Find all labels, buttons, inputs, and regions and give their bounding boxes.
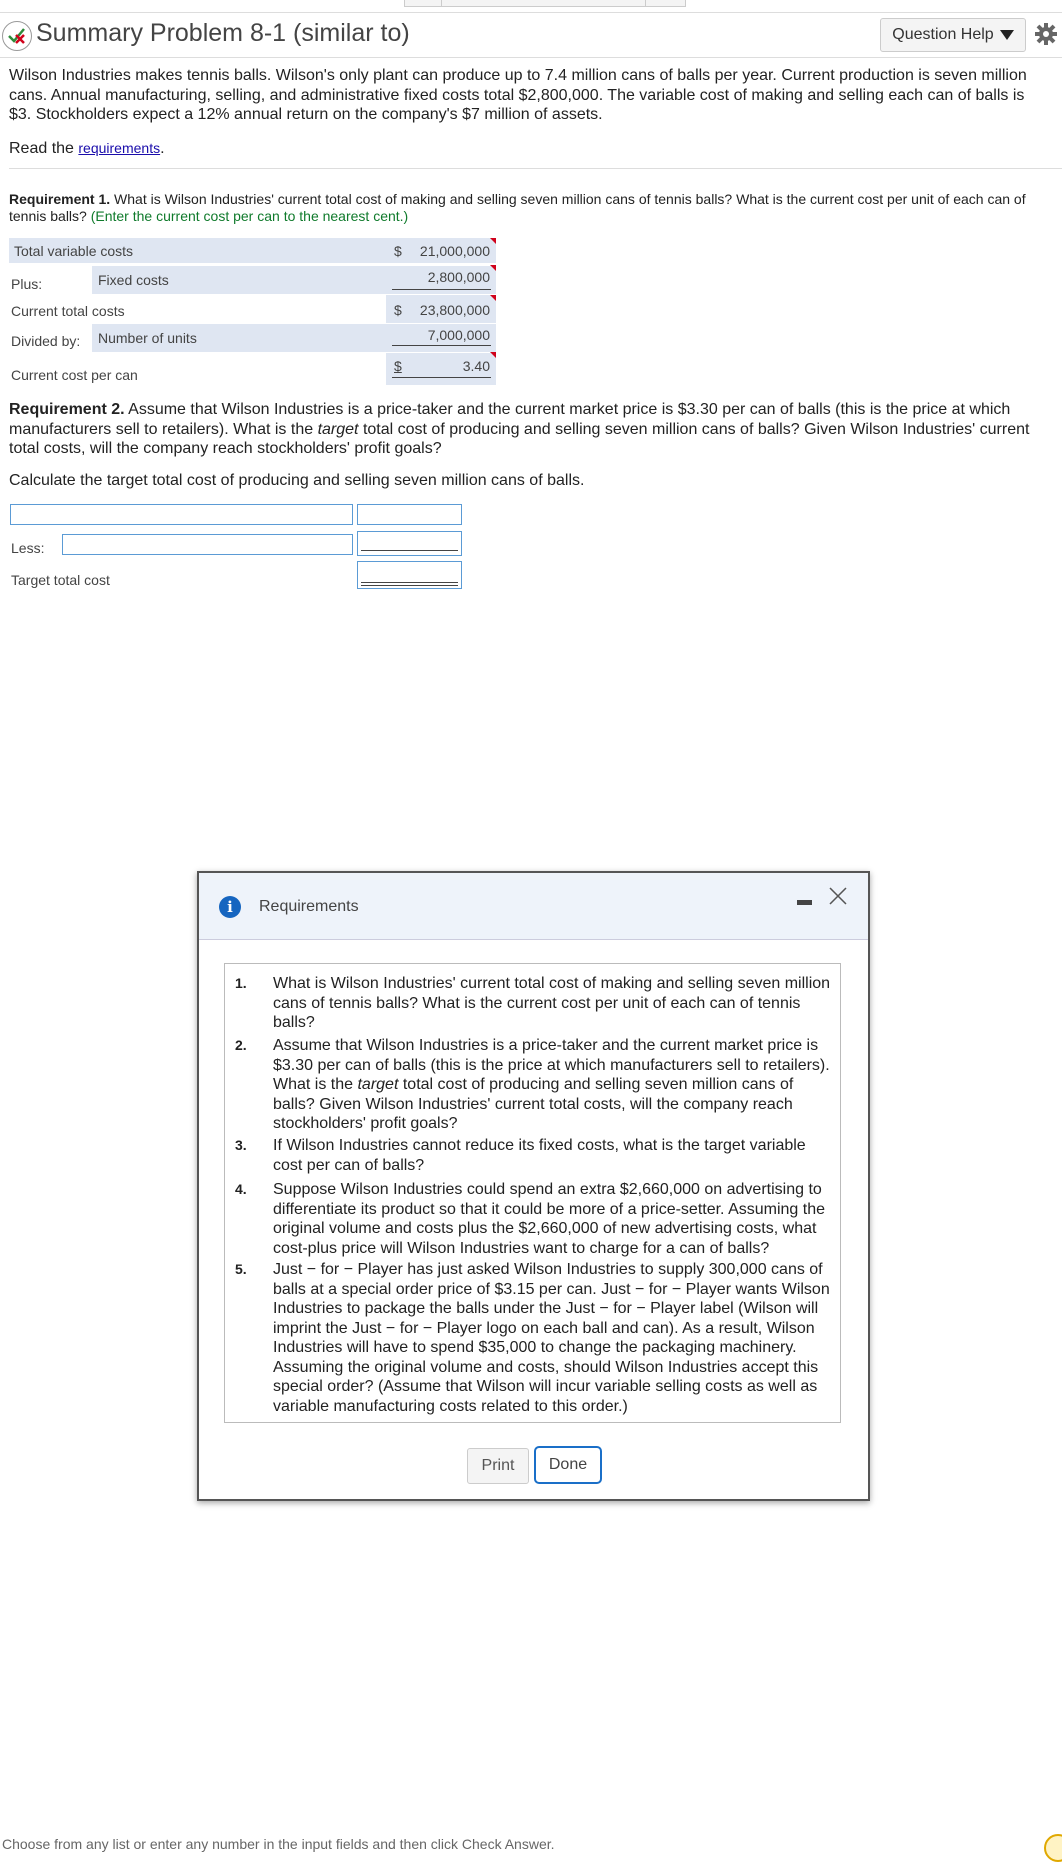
requirements-link[interactable]: requirements [78, 140, 161, 156]
req1-text: What is Wilson Industries' current total cost of making and selling seven million cans of tennis balls? What is the current cost per unit of each can of tennis balls? [9, 191, 1026, 224]
revenue-label-input[interactable] [10, 504, 353, 525]
item-text: If Wilson Industries cannot reduce its fixed costs, what is the target variable cost per can of balls? [273, 1137, 806, 1174]
top-tab-strip [404, 0, 686, 7]
minimize-icon[interactable] [797, 900, 812, 905]
page-title: Summary Problem 8-1 (similar to) [36, 19, 410, 47]
fixed-costs-value[interactable]: 2,800,000 [427, 269, 490, 285]
question-help-label: Question Help [892, 26, 994, 43]
item-number: 1. [235, 975, 247, 991]
section-divider [9, 168, 1062, 169]
requirements-dialog [197, 871, 870, 1501]
double-underline [392, 377, 491, 378]
currency-symbol: $ [394, 243, 402, 259]
cost-per-can-value[interactable]: 3.40 [462, 358, 490, 374]
item-number: 5. [235, 1261, 247, 1277]
item-text [273, 1036, 833, 1134]
item-text: Just − for − Player has just asked Wilson Industries to supply 300,000 cans of balls at a special order price of $3.15 per can. Just − for − Player wants Wilson Industries to package the balls under the Just − for − Player label (Wilson will imprint the Just − for − Player logo on each ball and can). As a result, Wilson Industries will have to spend $35,000 to change the packaging machinery. Assuming the original volume and costs, should Wilson Industries accept this special order? (Assume that Wilson will incur variable selling costs as well as variable manufacturing costs related to this order.) [273, 1261, 830, 1415]
incorrect-marker-icon [490, 295, 496, 301]
calc-prompt: Calculate the target total cost of producing and selling seven million cans of balls. [9, 472, 585, 489]
req2-text-em: target [317, 420, 359, 438]
less-amount-input[interactable] [357, 531, 462, 556]
current-total-value[interactable]: 23,800,000 [419, 302, 490, 318]
incorrect-marker-icon [490, 352, 496, 358]
target-total-label: Target total cost [11, 572, 110, 588]
print-button[interactable]: Print [467, 1448, 529, 1484]
req2-label: Requirement 2. [9, 401, 125, 418]
currency-symbol: $ [394, 302, 402, 318]
cost-per-can-label: Current cost per can [11, 367, 138, 383]
total-variable-label: Total variable costs [14, 243, 134, 259]
req2-text-a: Assume that Wilson Industries is a price-taker and the current market price is $3.30 per can of balls (this is the price at which manufacturers sell to retailers). What is the [9, 401, 1011, 438]
incorrect-marker-icon [490, 265, 496, 271]
item-text: Suppose Wilson Industries could spend an extra $2,660,000 on advertising to differentiate its product so that it could be more of a price-setter. Assuming the original volume and costs plus the $2,660,000 of new advertising costs, what cost-plus price will Wilson Industries want to charge for a can of balls? [273, 1181, 825, 1257]
underline [392, 345, 491, 346]
gear-icon[interactable] [1034, 22, 1058, 46]
read-prefix: Read the [9, 140, 74, 157]
read-suffix: . [160, 140, 165, 157]
close-icon[interactable] [829, 887, 847, 905]
underline [392, 289, 491, 290]
partial-correct-icon [2, 21, 32, 51]
requirement-2-prompt [9, 400, 1054, 459]
req2-text-b: total cost of producing and selling seven million cans of balls? Given Wilson Industries' current total costs, will the company reach stockholders' profit goals? [9, 420, 1030, 457]
divided-by-label: Divided by: [11, 333, 81, 349]
requirements-list [224, 963, 841, 1423]
incorrect-marker-icon [490, 238, 496, 244]
number-of-units-label: Number of units [98, 330, 197, 346]
currency-symbol: $ [394, 358, 402, 374]
title-bar [0, 12, 1062, 58]
item-text: What is Wilson Industries' current total cost of making and selling seven million cans of tennis balls? What is the current cost per unit of each can of tennis balls? [273, 975, 831, 1031]
req1-label: Requirement 1. [9, 191, 111, 207]
item-number: 3. [235, 1137, 247, 1153]
dialog-header [199, 873, 868, 940]
dialog-title: Requirements [259, 898, 359, 915]
fixed-costs-label: Fixed costs [98, 272, 169, 288]
item-number: 4. [235, 1181, 247, 1197]
item-text-em: target [357, 1076, 399, 1093]
footer-instructions: Choose from any list or enter any number in the input fields and then click Check Answer. [2, 1836, 555, 1852]
problem-intro: Wilson Industries makes tennis balls. Wilson's only plant can produce up to 7.4 million cans of balls per year. Current production is seven million cans. Annual manufacturing, selling, and administrative fixed costs total $2,800,000. The variable cost of making and selling each can of balls is $3. Stockholders expect a 12% annual return on the company's $7 million of assets. [9, 67, 1027, 123]
requirement-1-prompt [9, 191, 1054, 225]
done-button[interactable]: Done [534, 1446, 602, 1484]
req1-hint: (Enter the current cost per can to the nearest cent.) [90, 208, 409, 224]
number-of-units-value[interactable]: 7,000,000 [427, 327, 490, 343]
read-requirements [9, 140, 165, 158]
caret-down-icon [1000, 30, 1014, 40]
target-total-input[interactable] [357, 561, 462, 589]
plus-label: Plus: [11, 276, 43, 292]
item-text-b: total cost of producing and selling seven million cans of balls? Given Wilson Industries' current total costs, will the company reach stockholders' profit goals? [273, 1076, 794, 1132]
total-variable-value[interactable]: 21,000,000 [419, 243, 490, 259]
less-label: Less: [11, 540, 45, 556]
help-badge-icon[interactable] [1044, 1834, 1062, 1862]
revenue-amount-input[interactable] [357, 504, 462, 525]
less-label-input[interactable] [62, 534, 353, 555]
info-icon: i [219, 896, 241, 918]
item-number: 2. [235, 1037, 247, 1053]
item-text-a: Assume that Wilson Industries is a price-taker and the current market price is $3.30 per can of balls (this is the price at which manufacturers sell to retailers). What is the [273, 1037, 830, 1093]
question-help-button[interactable] [880, 18, 1026, 52]
current-total-label: Current total costs [11, 303, 125, 319]
